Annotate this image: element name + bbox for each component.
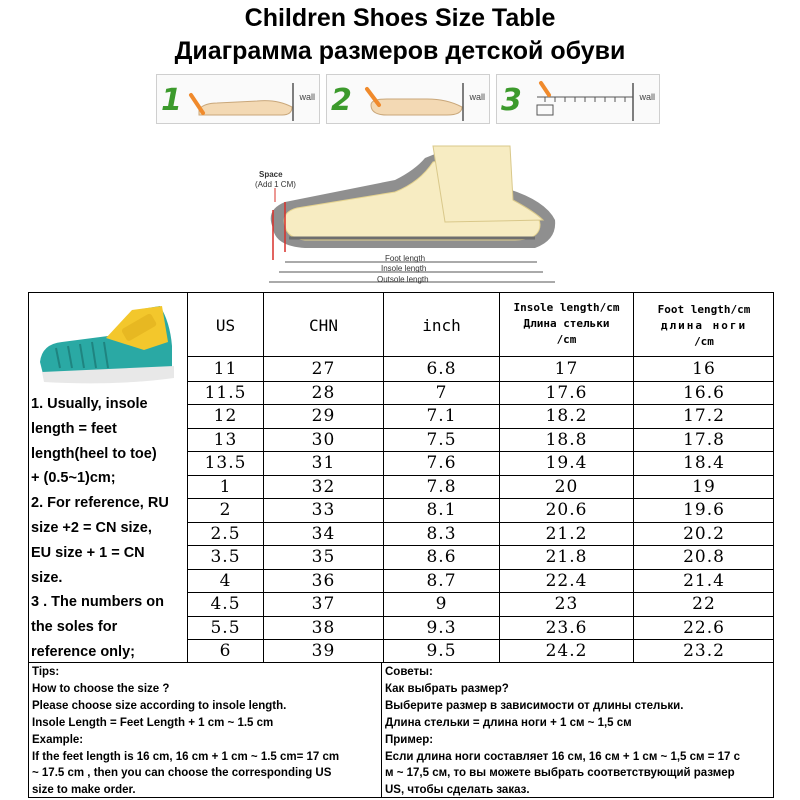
tips-en-line: How to choose the size ? [32,682,170,695]
tips-russian [385,664,771,799]
table-cell: 39 [311,641,336,661]
header-insole-line-1: Insole length/cm [513,301,620,314]
tips-ru-line: Советы: [385,666,433,678]
table-cell: 7.6 [426,453,457,473]
space-label: Space [259,170,283,179]
tips-en-line: Example: [32,733,84,746]
table-cell: 18.4 [683,453,725,473]
table-cell: 4 [219,571,232,591]
table-cell: 7.8 [426,477,457,497]
table-cell: 2 [219,500,232,520]
header-foot [634,302,774,350]
header-foot-line-1: Foot length/cm [657,303,751,316]
tips-en-line: If the feet length is 16 cm, 16 cm + 1 cm ~ 1.5 cm= 17 cm [32,750,340,763]
table-cell: 21.4 [683,571,725,591]
tips-en-line: Insole Length = Feet Length + 1 cm ~ 1.5 cm [32,716,274,729]
table-cell: 9 [435,594,448,614]
table-cell: 22.6 [683,618,725,638]
table-cell: 33 [311,500,336,520]
table-cell: 8.7 [426,571,457,591]
step-3 [496,74,660,124]
note-line: size. [31,569,63,586]
table-cell: 20.8 [683,547,725,567]
tips-ru-line: Как выбрать размер? [385,682,509,695]
table-cell: 20.2 [683,524,725,544]
table-cell: 1 [219,477,232,497]
table-cell: 19.6 [683,500,725,520]
insole-length-label: Insole length [381,264,427,273]
table-cell: 2.5 [210,524,241,544]
tips-en-line: Tips: [32,666,60,678]
title-russian: Диаграмма размеров детской обуви [174,37,626,65]
table-cell: 18.8 [545,430,588,450]
tips-english [32,664,378,799]
sneaker-icon [36,302,176,386]
table-cell: 23.6 [545,618,588,638]
table-cell: 6.8 [426,359,457,379]
header-chn: CHN [309,316,338,335]
note-line: length = feet [31,420,117,437]
header-insole-line-2: Длина стельки [523,317,610,330]
table-cell: 6 [219,641,232,661]
step-1-wall-label: wall [299,92,315,102]
note-line: reference only; [31,643,135,660]
header-foot-line-2: длина ноги [660,319,748,332]
header-inch: inch [422,316,461,335]
tips-en-line: ~ 17.5 cm , then you can choose the corresponding US [32,767,332,780]
table-cell: 11 [213,359,238,379]
table-cell: 23.2 [683,641,725,661]
table-cell: 8.6 [426,547,457,567]
step-2 [326,74,490,124]
table-cell: 7 [435,383,448,403]
table-cell: 23 [554,594,579,614]
table-cell: 19 [692,477,716,497]
header-insole [500,300,633,348]
table-cell: 3.5 [210,547,241,567]
table-cell: 9.5 [426,641,457,661]
table-cell: 18.2 [545,406,588,426]
table-cell: 20 [554,477,579,497]
header-foot-line-3: /cm [694,335,714,348]
note-line: size +2 = CN size, [31,519,152,536]
outsole-length-label: Outsole length [377,275,429,284]
step-2-wall-label: wall [469,92,485,102]
table-cell: 20.6 [545,500,588,520]
table-cell: 21.8 [545,547,588,567]
foot-length-label: Foot length [385,254,426,263]
table-cell: 8.3 [426,524,457,544]
table-cell: 17.2 [683,406,725,426]
table-cell: 17 [554,359,579,379]
table-cell: 19.4 [545,453,588,473]
step-1-number: 1 [161,83,182,118]
table-cell: 22 [692,594,716,614]
header-us: US [215,316,236,335]
tips-ru-line: Если длина ноги составляет 16 см, 16 см + 1 см ~ 1,5 см = 17 с [385,750,741,763]
table-cell: 13 [213,430,238,450]
table-cell: 11.5 [204,383,247,403]
tips-ru-line: м ~ 17,5 см, то вы можете выбрать соответствующий размер [385,767,735,780]
kids-shoe-photo [36,302,176,386]
tips-ru-line: Пример: [385,733,434,746]
table-cell: 24.2 [545,641,588,661]
table-cell: 4.5 [210,594,241,614]
note-line: EU size + 1 = CN [31,544,145,561]
tips-ru-line: Длина стельки = длина ноги + 1 см ~ 1,5 см [385,716,632,729]
table-cell: 34 [311,524,336,544]
table-cell: 16 [692,359,716,379]
table-cell: 7.1 [426,406,457,426]
foot-shoe-diagram [245,140,565,290]
step-2-number: 2 [331,83,352,118]
table-cell: 32 [311,477,336,497]
add-cm-label: (Add 1 CM) [255,180,296,189]
note-line: + (0.5~1)cm; [31,470,116,487]
table-cell: 13.5 [204,453,247,473]
measuring-steps [156,74,660,124]
size-notes [31,392,181,665]
table-cell: 22.4 [545,571,588,591]
step-1 [156,74,320,124]
table-cell: 36 [311,571,336,591]
table-cell: 30 [311,430,336,450]
table-cell: 29 [311,406,336,426]
tips-en-line: size to make order. [32,784,136,797]
tips-en-line: Please choose size according to insole length. [32,699,287,712]
table-cell: 28 [311,383,336,403]
step-3-wall-label: wall [639,92,655,102]
table-cell: 31 [311,453,336,473]
table-cell: 21.2 [545,524,588,544]
title-english: Children Shoes Size Table [244,4,556,32]
note-line: length(heel to toe) [31,445,157,462]
note-line: 1. Usually, insole [31,396,148,412]
table-cell: 35 [311,547,336,567]
tips-ru-line: Выберите размер в зависимости от длины стельки. [385,699,684,712]
table-cell: 16.6 [683,383,725,403]
table-cell: 27 [311,359,336,379]
tips-ru-line: US, чтобы сделать заказ. [385,784,530,797]
table-cell: 9.3 [426,618,457,638]
note-line: 2. For reference, RU [31,495,169,512]
header-insole-line-3: /cm [556,333,577,346]
note-line: the soles for [31,619,118,636]
note-line: 3 . The numbers on [31,594,164,611]
table-cell: 17.8 [683,430,725,450]
table-cell: 5.5 [210,618,241,638]
table-cell: 7.5 [426,430,457,450]
step-3-number: 3 [501,83,522,118]
table-cell: 38 [311,618,336,638]
table-cell: 12 [213,406,238,426]
table-cell: 37 [311,594,336,614]
table-cell: 17.6 [545,383,588,403]
table-cell: 8.1 [426,500,457,520]
